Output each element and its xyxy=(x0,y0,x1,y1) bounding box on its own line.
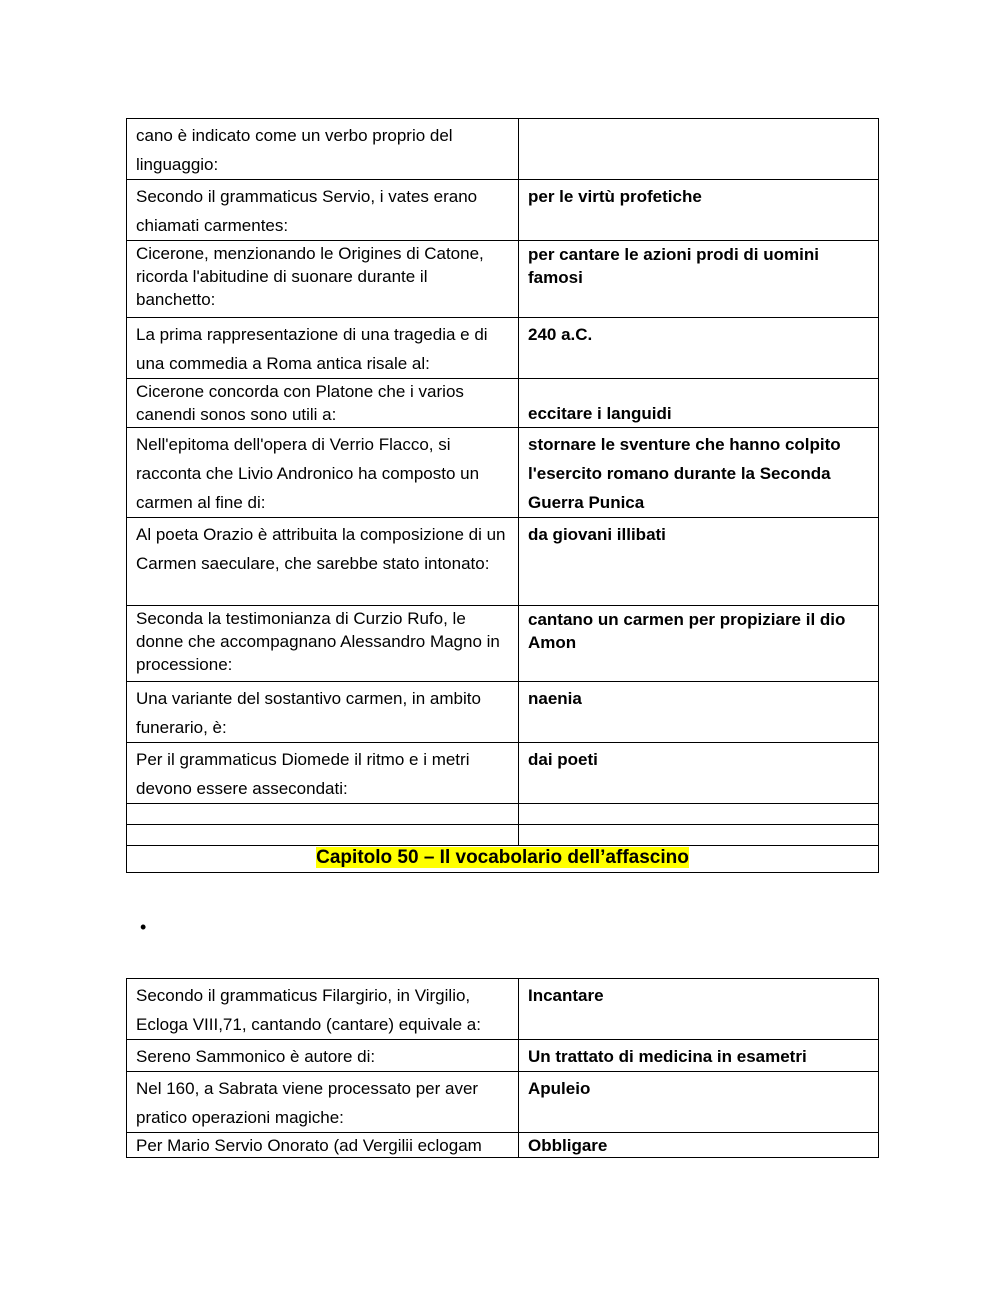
question-cell: Secondo il grammaticus Filargirio, in Virgilio, Ecloga VIII,71, cantando (cantare) equivale a: xyxy=(127,979,519,1040)
answer-cell: Un trattato di medicina in esametri xyxy=(519,1040,879,1072)
table-row xyxy=(127,1072,879,1133)
table-row xyxy=(127,379,879,428)
empty-cell xyxy=(127,825,519,846)
question-cell: Per Mario Servio Onorato (ad Vergilii eclogam xyxy=(127,1133,519,1158)
chapter-row xyxy=(127,846,879,873)
quiz-table-1 xyxy=(126,118,879,873)
empty-cell xyxy=(127,804,519,825)
question-cell: Sereno Sammonico è autore di: xyxy=(127,1040,519,1072)
table-row xyxy=(127,318,879,379)
answer-cell: per le virtù profetiche xyxy=(519,180,879,241)
table-row xyxy=(127,743,879,804)
table-row xyxy=(127,979,879,1040)
answer-cell: da giovani illibati xyxy=(519,518,879,606)
answer-cell: naenia xyxy=(519,682,879,743)
question-cell: Nell'epitoma dell'opera di Verrio Flacco, si racconta che Livio Andronico ha composto un carmen al fine di: xyxy=(127,428,519,518)
chapter-title: Capitolo 50 – Il vocabolario dell’affascino xyxy=(316,847,689,868)
question-cell: Al poeta Orazio è attribuita la composizione di un Carmen saeculare, che sarebbe stato intonato: xyxy=(127,518,519,606)
question-cell: Per il grammaticus Diomede il ritmo e i metri devono essere assecondati: xyxy=(127,743,519,804)
answer-cell: per cantare le azioni prodi di uomini famosi xyxy=(519,241,879,318)
table-row xyxy=(127,428,879,518)
table-row xyxy=(127,119,879,180)
question-cell: Secondo il grammaticus Servio, i vates erano chiamati carmentes: xyxy=(127,180,519,241)
empty-row xyxy=(127,825,879,846)
answer-cell: cantano un carmen per propiziare il dio Amon xyxy=(519,606,879,682)
question-cell: Cicerone, menzionando le Origines di Catone, ricorda l'abitudine di suonare durante il banchetto: xyxy=(127,241,519,318)
table-row xyxy=(127,241,879,318)
chapter-cell xyxy=(127,846,879,873)
answer-cell: dai poeti xyxy=(519,743,879,804)
question-cell: Nel 160, a Sabrata viene processato per aver pratico operazioni magiche: xyxy=(127,1072,519,1133)
answer-cell: stornare le sventure che hanno colpito l'esercito romano durante la Seconda Guerra Punica xyxy=(519,428,879,518)
question-cell: Cicerone concorda con Platone che i varios canendi sonos sono utili a: xyxy=(127,379,519,428)
question-cell: Seconda la testimonianza di Curzio Rufo, le donne che accompagnano Alessandro Magno in processione: xyxy=(127,606,519,682)
list-bullet: • xyxy=(140,917,147,937)
quiz-table-2 xyxy=(126,978,879,1158)
answer-cell: Obbligare xyxy=(519,1133,879,1158)
table-row xyxy=(127,682,879,743)
empty-cell xyxy=(519,825,879,846)
answer-cell: 240 a.C. xyxy=(519,318,879,379)
table-row xyxy=(127,606,879,682)
table-row xyxy=(127,1040,879,1072)
answer-cell xyxy=(519,119,879,180)
table-row xyxy=(127,180,879,241)
table-row xyxy=(127,1133,879,1158)
answer-cell: Incantare xyxy=(519,979,879,1040)
question-cell: cano è indicato come un verbo proprio del linguaggio: xyxy=(127,119,519,180)
answer-cell: Apuleio xyxy=(519,1072,879,1133)
empty-row xyxy=(127,804,879,825)
question-cell: La prima rappresentazione di una tragedia e di una commedia a Roma antica risale al: xyxy=(127,318,519,379)
table-row xyxy=(127,518,879,606)
answer-cell: eccitare i languidi xyxy=(519,379,879,428)
empty-cell xyxy=(519,804,879,825)
question-cell: Una variante del sostantivo carmen, in ambito funerario, è: xyxy=(127,682,519,743)
